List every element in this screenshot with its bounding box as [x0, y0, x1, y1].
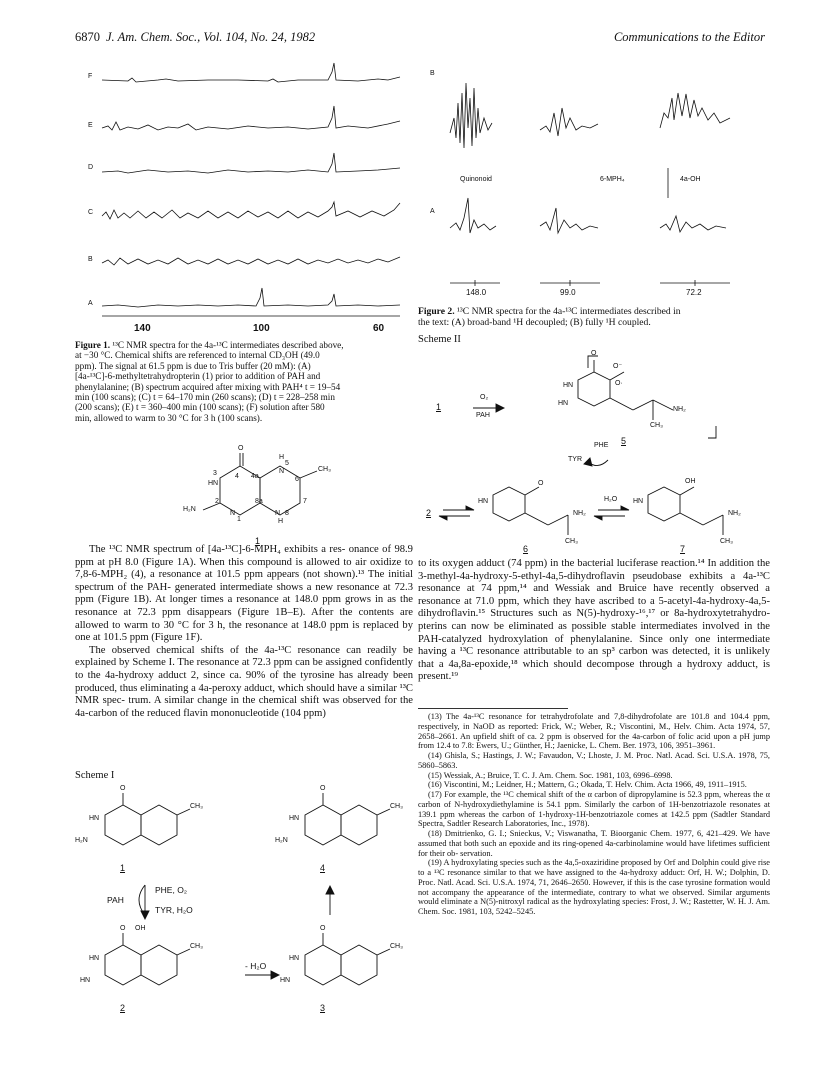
- atom-hn: HN: [633, 498, 644, 505]
- caption-line: at −30 °C. Chemical shifts are referenced to internal CD₃OH (49.0: [75, 350, 320, 361]
- atom-o: O: [591, 350, 597, 357]
- atom-7: 7: [303, 498, 307, 505]
- body-line: which should decompose through a hydroxy adduct, is present.¹⁹: [418, 658, 770, 683]
- atom-1: 1: [237, 516, 241, 523]
- body-line: Structures such as N(5)-hydroxy-¹⁶,¹⁷ or 8a-hydroxytetrahydro-: [490, 608, 770, 620]
- atom-h: H: [279, 454, 285, 461]
- atom-nh2: NH₂: [573, 510, 586, 517]
- footnote-line: (18) Dmitrienko, G. I.; Snieckus, V.; Viswanatha, T. Bioorganic Chem.: [428, 829, 673, 838]
- body-line: onance of 98.9 ppm at pH 8.0 (Figure 1A). When this compound: [75, 544, 413, 568]
- footnote-17: [418, 790, 770, 829]
- footnote-line: 101.8 and 104.4 ppm, respectively, in NaOD as reported: Frick, W.; Weber,: [418, 712, 770, 731]
- x-tick-148: 148.0: [466, 288, 487, 297]
- atom-o: O: [320, 785, 326, 792]
- caption-line: [4a-¹³C]-6-methyltetrahydropterin (1) prior to addition of PAH and: [75, 371, 321, 382]
- spectrum-label-a: A: [88, 300, 93, 307]
- footnote-line: the hydroxylating species: Frost, J. W.; Rastetter, W. H. J. Am. Chem. Soc.: [418, 897, 770, 916]
- figure-2-caption-label: Figure 2.: [418, 306, 455, 317]
- caption-line: min, allowed to warm to 30 °C for 3 h (100 scans).: [75, 412, 263, 423]
- atom-hn: HN: [289, 955, 300, 962]
- atom-n8: N: [275, 510, 281, 517]
- caption-line: ppm). The signal at 61.5 ppm is due to Tris buffer (20 mM): (A): [75, 360, 311, 371]
- right-body-text: [418, 558, 770, 684]
- scheme-1-drawing: [75, 785, 415, 1030]
- compound-label-4: 4: [320, 863, 326, 873]
- footnote-18: [418, 829, 770, 858]
- atom-h8: H: [278, 518, 284, 525]
- spectrum-b-trace: [102, 257, 400, 265]
- minus-water: - H₂O: [245, 961, 267, 971]
- body-line: is allowed to air oxidize to 7,8-6-MPH₂ (4), a resonance at 101.5: [75, 556, 413, 581]
- compound-label-6: 6: [523, 544, 529, 554]
- body-line: 148.0 ppm is replaced by one at 101.5 ppm (Figure 1F).: [75, 619, 413, 644]
- footnotes: [418, 712, 770, 917]
- reagents-phe-o2: PHE, O₂: [155, 885, 188, 895]
- body-line: contents are allowed to warm to 30 °C for 3 h, the resonance at: [75, 606, 413, 631]
- figure-2-caption: [418, 306, 768, 328]
- atom-oh: OH: [685, 478, 696, 485]
- panel-b-multiplet-3: [660, 93, 730, 128]
- spectrum-e-trace: [102, 106, 400, 130]
- atom-oh: OH: [135, 925, 146, 932]
- atom-8: 8: [285, 510, 289, 517]
- figure-1-x-axis-labels: [98, 323, 398, 337]
- footnote-line: 3951–3961.: [675, 741, 716, 751]
- footnote-line: (19) A hydroxylating species such as the 4a,5-oxaziridine proposed by Orf: [428, 858, 676, 868]
- spectrum-f-trace: [102, 63, 400, 82]
- panel-a-peak-1: [450, 198, 496, 233]
- footnote-line: (14) Ghisla, S.; Hastings, J. W.; Favaudon, V.; Lhoste, J. M. Proc. Natl.: [428, 751, 673, 760]
- footnote-line: (17) For example, the ¹³C chemical shift of the α carbon of dipropylamine: [428, 790, 678, 799]
- footnote-line: to the 4a-hydroxy adduct: Orf, H. W.; Dolphin, D. Proc. Natl. Acad. Sci.: [418, 868, 770, 887]
- figure-1-caption-label: Figure 1.: [75, 340, 111, 350]
- peak-label-quinonoid: Quinonoid: [460, 176, 492, 183]
- scheme-2-title: Scheme II: [418, 334, 461, 345]
- footnote-line: Acad. Sci. U.S.A. 1978, 75, 5860–5863.: [418, 751, 770, 770]
- body-line: The ¹³C NMR spectrum of [4a-¹³C]-6-MPH₄ exhibits a res-: [89, 544, 346, 555]
- body-line: Since only one intermediate having a ¹³C resonance attributable: [418, 633, 770, 658]
- reagent-tyr: TYR: [568, 456, 582, 463]
- reagent-h2o: H₂O: [604, 496, 618, 503]
- body-line: generated intermediate shows a new resonance at 72.3 ppm (Figure: [75, 581, 413, 606]
- spectrum-label-e: E: [88, 122, 93, 129]
- panel-label-b: B: [430, 70, 435, 77]
- figure-2: [430, 58, 770, 304]
- body-paragraph-2: [75, 645, 413, 721]
- atom-ch3: CH₃: [650, 422, 663, 429]
- x-tick-72: 72.2: [686, 288, 702, 297]
- body-line: of the tyrosine has already been produced, thus eliminating a: [75, 669, 413, 694]
- x-tick-99: 99.0: [560, 288, 576, 297]
- footnote-line: (16) Viscontini, M.; Leidner, H.; Mattern, G.; Okada, T. Helv. Chim. Acta: [428, 780, 673, 790]
- atom-o: O: [120, 925, 126, 932]
- x-tick-100: 100: [253, 323, 270, 334]
- spectrum-label-d: D: [88, 164, 94, 171]
- atom-4a: 4a: [251, 473, 259, 480]
- footnote-line: is 52.3 ppm, whereas the α carbon of N-hydroxydiethylamine is 54.1 ppm.: [418, 790, 770, 809]
- atom-hn: HN: [89, 815, 100, 822]
- compound-label-2: 2: [120, 1003, 126, 1013]
- figure-1: [88, 58, 408, 338]
- footnote-19: [418, 858, 770, 917]
- footnote-14: [418, 751, 770, 771]
- panel-b-multiplet-1: [450, 83, 492, 148]
- panel-label-a: A: [430, 208, 435, 215]
- footnote-line: 1966, 49, 1911–1915.: [674, 780, 747, 790]
- caption-line: (200 scans); (E) t = 360–400 min (100 scans); (F) solution after 580: [75, 402, 325, 413]
- atom-ch3: CH₃: [565, 538, 578, 545]
- body-line: the 4a-carbon of the reduced flavin mononucleotide (104 ppm): [75, 695, 413, 719]
- footnote-line: would not accompany the appearance of the intermediate, contrary to what: [418, 877, 771, 897]
- atom-hn: HN: [563, 382, 574, 389]
- body-line: they have ascribed to a 5-acetyl-4a-hydroxy-4a,5-dihydroflavin.¹⁵: [418, 595, 770, 620]
- x-tick-140: 140: [134, 323, 151, 334]
- footnote-line: of ca. 2 ppm is observed for the 4a-carbon of folic acid upon a pH jump from: [418, 731, 770, 751]
- atom-hn: HN: [289, 815, 300, 822]
- journal-citation: J. Am. Chem. Soc., Vol. 104, No. 24, 1982: [106, 30, 316, 44]
- atom-o: O: [320, 925, 326, 932]
- footnote-line: and Dolphin could give rise to a ¹³C resonance similar to that we have assigned: [418, 858, 770, 877]
- footnote-line: 1977, 6, 421–429. We have assumed that both such an epoxide and its: [418, 829, 770, 848]
- footnote-divider: [418, 708, 568, 709]
- spectrum-label-c: C: [88, 209, 94, 216]
- compound-label-5: 5: [621, 436, 627, 446]
- footnote-16: [418, 780, 770, 790]
- atom-ch3: CH₃: [720, 538, 733, 545]
- body-line: involved in the PAH-catalyzed hydroxylation of phenylalanine.: [418, 620, 770, 645]
- left-body-text: [75, 544, 413, 720]
- footnote-line: Similarly the carbon of 1H-benzotriazole resonates at 139.1 ppm whereas the: [418, 799, 770, 819]
- reagent-pah: PAH: [107, 895, 124, 905]
- atom-hn: HN: [478, 498, 489, 505]
- compound-label-3: 3: [320, 1003, 326, 1013]
- stacked-spectra: [88, 58, 408, 323]
- footnote-line: (15) Wessiak, A.; Bruice, T. C. J. Am. Chem. Soc. 1981, 103, 6996–6998.: [428, 770, 673, 780]
- peak-label-6-mph4: 6-MPH₄: [600, 176, 625, 183]
- panel-a-peak-2: [540, 208, 598, 233]
- scheme-2-drawing: [418, 350, 768, 560]
- atom-n5: N: [279, 468, 285, 475]
- reagent-pah: PAH: [476, 412, 490, 419]
- atom-3: 3: [213, 470, 217, 477]
- body-line: be explained by Scheme I. The resonance at 72.3 ppm can be: [75, 644, 413, 669]
- body-line: In addition the 3-methyl-4a-hydroxy-5-ethyl-4a,5-dihydroflavin: [418, 558, 770, 582]
- scheme-1-title: Scheme I: [75, 770, 115, 781]
- body-line: ppm appears (not shown).¹³ The initial spectrum of the PAH-: [75, 569, 413, 593]
- atom-o: O: [538, 480, 544, 487]
- body-line: 1B). At longer times a resonance at 148.0 ppm grows in as the: [133, 594, 413, 606]
- atom-o-minus: O⁻: [613, 363, 623, 370]
- footnote-line: servation.: [460, 848, 493, 858]
- atom-ch3: CH₃: [190, 943, 203, 950]
- footnote-line: we observed. Similar arguments would eliminate a N(5)-nitroxyl radical as: [418, 887, 771, 907]
- atom-hn: HN: [89, 955, 100, 962]
- caption-line: the text: (A) broad-band ¹H decoupled; (B) fully ¹H coupled.: [418, 317, 651, 328]
- caption-line: ¹³C NMR spectra for the 4a-¹³C intermediates described in: [457, 306, 681, 317]
- reagent-o2: O₂: [480, 394, 489, 401]
- footnote-line: (13) The 4a-¹³C resonance for tetrahydrofolate and 7,8-dihydrofolate are: [428, 712, 687, 721]
- atom-o: O: [238, 445, 244, 452]
- atom-ch3: CH₃: [318, 466, 331, 473]
- atom-hn: HN: [558, 400, 569, 407]
- structure-1: [175, 445, 345, 548]
- body-line: 4a-peroxy adduct, which should have a similar ¹³C NMR spec-: [75, 682, 414, 707]
- body-line: and Bruice have recently observed a resonance at 71.0 ppm, which: [418, 583, 770, 607]
- atom-5: 5: [285, 460, 289, 467]
- footnote-line: U.S.A. 1974, 71, 2646–2650. However, if this is the case tyrosine formation: [492, 877, 748, 887]
- atom-n1: N: [230, 510, 236, 517]
- compound-label-1: 1: [436, 402, 442, 412]
- x-tick-60: 60: [373, 323, 385, 334]
- spectrum-label-f: F: [88, 73, 93, 80]
- footnote-line: ring-opened 4a-carbinolamine would have lifetimes sufficient for their ob-: [418, 838, 770, 858]
- atom-h2n: H₂N: [75, 837, 88, 844]
- panel-a-peak-3: [660, 216, 726, 232]
- atom-h2n: H₂N: [183, 506, 196, 513]
- spectrum-a-trace: [102, 288, 400, 307]
- caption-line: min (100 scans); (C) t = 64–170 min (260 scans); (D) t = 228–258 min: [75, 392, 335, 403]
- atom-6: 6: [295, 476, 299, 483]
- atom-ch3: CH₃: [390, 943, 403, 950]
- spectrum-label-b: B: [88, 256, 93, 263]
- caption-line: ¹³C NMR spectra for the 4a-¹³C intermediates described above,: [112, 340, 344, 350]
- peak-label-4a-oh: 4a-OH: [680, 176, 701, 183]
- compound-label-1: 1: [255, 536, 261, 546]
- reagent-phe: PHE: [594, 442, 609, 449]
- atom-hn: HN: [280, 977, 291, 984]
- atom-4: 4: [235, 473, 239, 480]
- atom-hn: HN: [80, 977, 91, 984]
- body-line: trum. A similar change in the chemical shift was observed for: [128, 695, 397, 707]
- panel-b-multiplet-2: [540, 108, 598, 136]
- atom-8a: 8a: [255, 498, 263, 505]
- body-line: The observed chemical shifts of the 4a-¹³C resonance can readily: [89, 644, 397, 656]
- reagents-tyr-h2o: TYR, H₂O: [155, 905, 193, 915]
- body-line: pterins can now be eliminated as possible stable intermediates: [418, 620, 698, 632]
- footnote-line: R.; Viscontini, M., Helv. Chim. Acta 1974, 57, 2658–2661. An upfield shift: [418, 721, 771, 741]
- footnote-line: 1981, 103, 5242–5245.: [458, 907, 536, 916]
- scheme-1: [75, 785, 415, 1030]
- footnote-line: carbon of 1-hydroxy-1H-benzotriazole comes at 142.5 ppm (Sadtler Standard: [502, 809, 770, 819]
- body-line: assigned confidently to the 4a-hydroxy adduct 2, since ca. 90%: [75, 657, 413, 681]
- page-number: 6870: [75, 30, 100, 44]
- atom-ch3: CH₃: [190, 803, 203, 810]
- compound-label-7: 7: [680, 544, 686, 554]
- spectrum-d-trace: [102, 153, 400, 173]
- atom-nh2: NH₂: [728, 510, 741, 517]
- atom-ch3: CH₃: [390, 803, 403, 810]
- page-header: [75, 30, 765, 48]
- body-line: to its oxygen adduct (74 ppm) in the bacterial luciferase reaction.¹⁴: [418, 558, 705, 569]
- body-line: to an sp³ carbon was detected, it is unlikely that a 4a,8a-epoxide,¹⁸: [418, 646, 770, 670]
- spectrum-c-trace: [102, 202, 400, 219]
- compound-label-2: 2: [426, 508, 432, 518]
- atom-2: 2: [215, 498, 219, 505]
- header-left: [75, 30, 315, 45]
- footnote-line: Spectra, Sadtler Research Laboratories, Inc., 1978).: [418, 819, 590, 829]
- compound-label-1: 1: [120, 863, 126, 873]
- atom-o-radical: O·: [615, 380, 623, 387]
- caption-line: phenylalanine; (B) spectrum acquired after mixing with PAH⁴ t = 19–54: [75, 381, 341, 392]
- atom-o: O: [120, 785, 126, 792]
- footnote-15: [418, 771, 770, 781]
- footnote-13: [418, 712, 770, 751]
- body-line: resonance at 72.3 ppm disappears (Figure 1B–E). After the: [75, 606, 353, 618]
- body-paragraph-1: [75, 544, 413, 645]
- footnote-line: 12.4 to 7.8: Ewers, U.; Günther, H.; Jaenicke, L. Chem. Ber. 1973, 106,: [436, 741, 674, 751]
- atom-hn: HN: [208, 480, 219, 487]
- atom-nh2: NH₂: [673, 406, 686, 413]
- figure-1-caption: [75, 340, 415, 423]
- scheme-2: [418, 350, 768, 560]
- body-line: pseudobase exhibits a 4a-¹³C resonance at 74 ppm,¹⁴ and Wessiak: [418, 570, 770, 595]
- atom-h2n: H₂N: [275, 837, 288, 844]
- section-title: Communications to the Editor: [613, 30, 765, 44]
